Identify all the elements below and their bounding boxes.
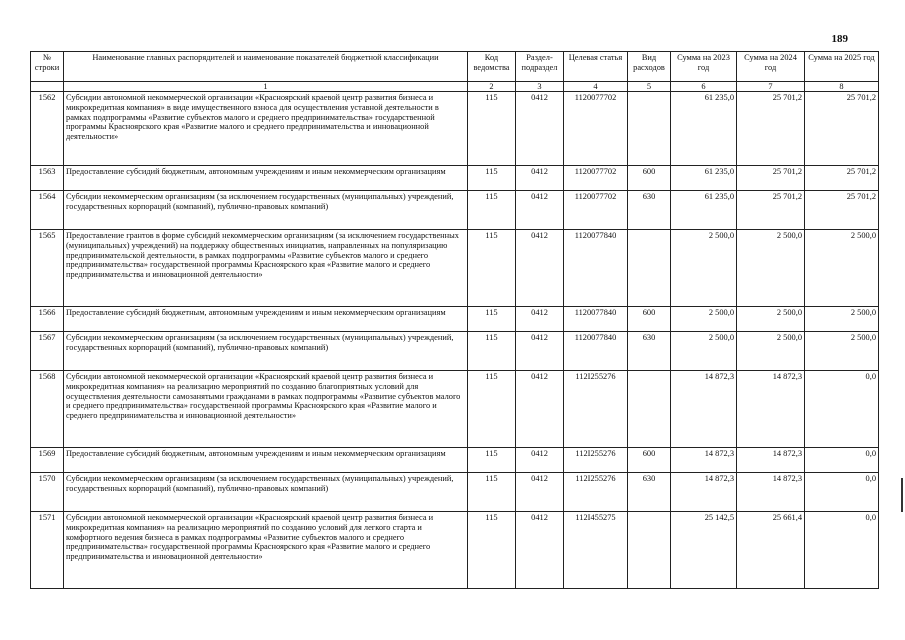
row-number: 1566 (31, 307, 64, 332)
row-code: 115 (468, 166, 516, 191)
table-row (31, 166, 879, 191)
row-2025: 2 500,0 (805, 230, 879, 307)
table-row (31, 191, 879, 230)
row-2023: 2 500,0 (671, 332, 737, 371)
row-2024: 25 701,2 (737, 92, 805, 166)
row-2023: 25 142,5 (671, 512, 737, 589)
row-section: 0412 (516, 448, 564, 473)
table-row (31, 332, 879, 371)
row-type (628, 230, 671, 307)
row-code: 115 (468, 371, 516, 448)
header-row (31, 52, 879, 82)
row-number: 1567 (31, 332, 64, 371)
row-2024: 2 500,0 (737, 230, 805, 307)
row-target: 1120077702 (564, 191, 628, 230)
row-2025: 2 500,0 (805, 307, 879, 332)
row-2023: 14 872,3 (671, 448, 737, 473)
row-section: 0412 (516, 230, 564, 307)
row-name: Предоставление субсидий бюджетным, автономным учреждениям и иным некоммерческим организациям (64, 448, 468, 473)
row-2024: 2 500,0 (737, 332, 805, 371)
index-cell: 2 (468, 82, 516, 92)
index-cell (31, 82, 64, 92)
row-code: 115 (468, 307, 516, 332)
row-section: 0412 (516, 473, 564, 512)
row-number: 1571 (31, 512, 64, 589)
index-cell: 7 (737, 82, 805, 92)
row-2023: 61 235,0 (671, 191, 737, 230)
row-target: 1120077702 (564, 92, 628, 166)
row-target: 112I255276 (564, 473, 628, 512)
row-2023: 61 235,0 (671, 166, 737, 191)
row-2023: 61 235,0 (671, 92, 737, 166)
row-2023: 14 872,3 (671, 473, 737, 512)
table-row (31, 230, 879, 307)
row-type: 600 (628, 166, 671, 191)
row-name: Субсидии некоммерческим организациям (за исключением государственных (муниципальных) учреждений, государственных корпораций (компаний), публично-правовых компаний) (64, 332, 468, 371)
table-row (31, 448, 879, 473)
row-name: Субсидии автономной некоммерческой организации «Красноярский краевой центр развития бизнеса и микрокредитная компания» на реализацию мероприятий по созданию условий для легкого старта и комфортного ведения бизнеса в рамках подпрограммы «Развитие субъектов малого и среднего предпринимательства» государственной программы Красноярского края «Развитие малого и среднего предпринимательства и инновационной деятельности» (64, 512, 468, 589)
page-number: 189 (831, 33, 848, 45)
row-number: 1562 (31, 92, 64, 166)
header-name: Наименование главных распорядителей и наименование показателей бюджетной классификации (64, 52, 468, 82)
header-2025: Сумма на 2025 год (805, 52, 879, 82)
row-target: 1120077840 (564, 230, 628, 307)
header-code: Код ведомства (468, 52, 516, 82)
row-number: 1563 (31, 166, 64, 191)
index-cell: 3 (516, 82, 564, 92)
row-type: 600 (628, 307, 671, 332)
row-code: 115 (468, 191, 516, 230)
row-code: 115 (468, 332, 516, 371)
index-cell: 1 (64, 82, 468, 92)
row-name: Субсидии автономной некоммерческой организации «Красноярский краевой центр развития бизнеса и микрокредитная компания» в виде имущественного взноса для осуществления уставной деятельности в рамках подпрограммы «Развитие субъектов малого и среднего предпринимательства» государственной программы Красноярского края «Развитие малого и среднего предпринимательства и инновационной деятельности» (64, 92, 468, 166)
row-2025: 0,0 (805, 448, 879, 473)
row-target: 1120077702 (564, 166, 628, 191)
row-number: 1568 (31, 371, 64, 448)
table-row (31, 512, 879, 589)
row-section: 0412 (516, 512, 564, 589)
header-target: Целевая статья (564, 52, 628, 82)
index-cell: 5 (628, 82, 671, 92)
header-2023: Сумма на 2023 год (671, 52, 737, 82)
header-num: № строки (31, 52, 64, 82)
row-type (628, 92, 671, 166)
row-number: 1565 (31, 230, 64, 307)
row-section: 0412 (516, 166, 564, 191)
row-2024: 2 500,0 (737, 307, 805, 332)
index-cell: 6 (671, 82, 737, 92)
row-2025: 2 500,0 (805, 332, 879, 371)
column-index-row (31, 82, 879, 92)
row-target: 112I255276 (564, 371, 628, 448)
scan-edge-mark (901, 478, 903, 512)
row-name: Предоставление субсидий бюджетным, автономным учреждениям и иным некоммерческим организациям (64, 166, 468, 191)
row-code: 115 (468, 512, 516, 589)
row-section: 0412 (516, 191, 564, 230)
row-code: 115 (468, 92, 516, 166)
row-2024: 14 872,3 (737, 371, 805, 448)
row-type: 600 (628, 448, 671, 473)
row-number: 1570 (31, 473, 64, 512)
index-cell: 4 (564, 82, 628, 92)
row-section: 0412 (516, 332, 564, 371)
row-2025: 25 701,2 (805, 191, 879, 230)
row-name: Субсидии некоммерческим организациям (за исключением государственных (муниципальных) учреждений, государственных корпораций (компаний), публично-правовых компаний) (64, 191, 468, 230)
header-2024: Сумма на 2024 год (737, 52, 805, 82)
table-row (31, 92, 879, 166)
row-2024: 25 661,4 (737, 512, 805, 589)
row-2025: 25 701,2 (805, 166, 879, 191)
row-2025: 25 701,2 (805, 92, 879, 166)
row-type (628, 371, 671, 448)
row-type: 630 (628, 332, 671, 371)
row-section: 0412 (516, 371, 564, 448)
header-type: Вид расходов (628, 52, 671, 82)
row-name: Предоставление грантов в форме субсидий некоммерческим организациям (за исключением государственных (муниципальных) учреждений) на поддержку общественных инициатив, направленных на популяризацию предпринимательской деятельности, в рамках подпрограммы «Развитие субъектов малого и среднего предпринимательства» государственной программы Красноярского края «Развитие малого и среднего предпринимательства и инновационной деятельности» (64, 230, 468, 307)
index-cell: 8 (805, 82, 879, 92)
row-2023: 14 872,3 (671, 371, 737, 448)
row-2025: 0,0 (805, 371, 879, 448)
row-2025: 0,0 (805, 512, 879, 589)
row-number: 1564 (31, 191, 64, 230)
row-number: 1569 (31, 448, 64, 473)
row-target: 112I255276 (564, 448, 628, 473)
budget-table (30, 51, 879, 589)
row-section: 0412 (516, 92, 564, 166)
row-type: 630 (628, 473, 671, 512)
table-row (31, 307, 879, 332)
table-row (31, 371, 879, 448)
row-2024: 14 872,3 (737, 448, 805, 473)
row-name: Субсидии автономной некоммерческой организации «Красноярский краевой центр развития бизнеса и микрокредитная компания» на реализацию мероприятий по созданию благоприятных условий для осуществления деятельности самозанятыми гражданами в рамках подпрограммы «Развитие субъектов малого и среднего предпринимательства» государственной программы Красноярского края «Развитие малого и среднего предпринимательства и инновационной деятельности» (64, 371, 468, 448)
row-code: 115 (468, 448, 516, 473)
header-section: Раздел-подраздел (516, 52, 564, 82)
row-type: 630 (628, 191, 671, 230)
row-code: 115 (468, 473, 516, 512)
row-2025: 0,0 (805, 473, 879, 512)
row-2024: 14 872,3 (737, 473, 805, 512)
row-type (628, 512, 671, 589)
row-2023: 2 500,0 (671, 307, 737, 332)
row-target: 1120077840 (564, 332, 628, 371)
row-section: 0412 (516, 307, 564, 332)
row-target: 112I455275 (564, 512, 628, 589)
row-target: 1120077840 (564, 307, 628, 332)
row-code: 115 (468, 230, 516, 307)
table-row (31, 473, 879, 512)
row-name: Субсидии некоммерческим организациям (за исключением государственных (муниципальных) учреждений, государственных корпораций (компаний), публично-правовых компаний) (64, 473, 468, 512)
row-2024: 25 701,2 (737, 166, 805, 191)
row-name: Предоставление субсидий бюджетным, автономным учреждениям и иным некоммерческим организациям (64, 307, 468, 332)
row-2024: 25 701,2 (737, 191, 805, 230)
row-2023: 2 500,0 (671, 230, 737, 307)
